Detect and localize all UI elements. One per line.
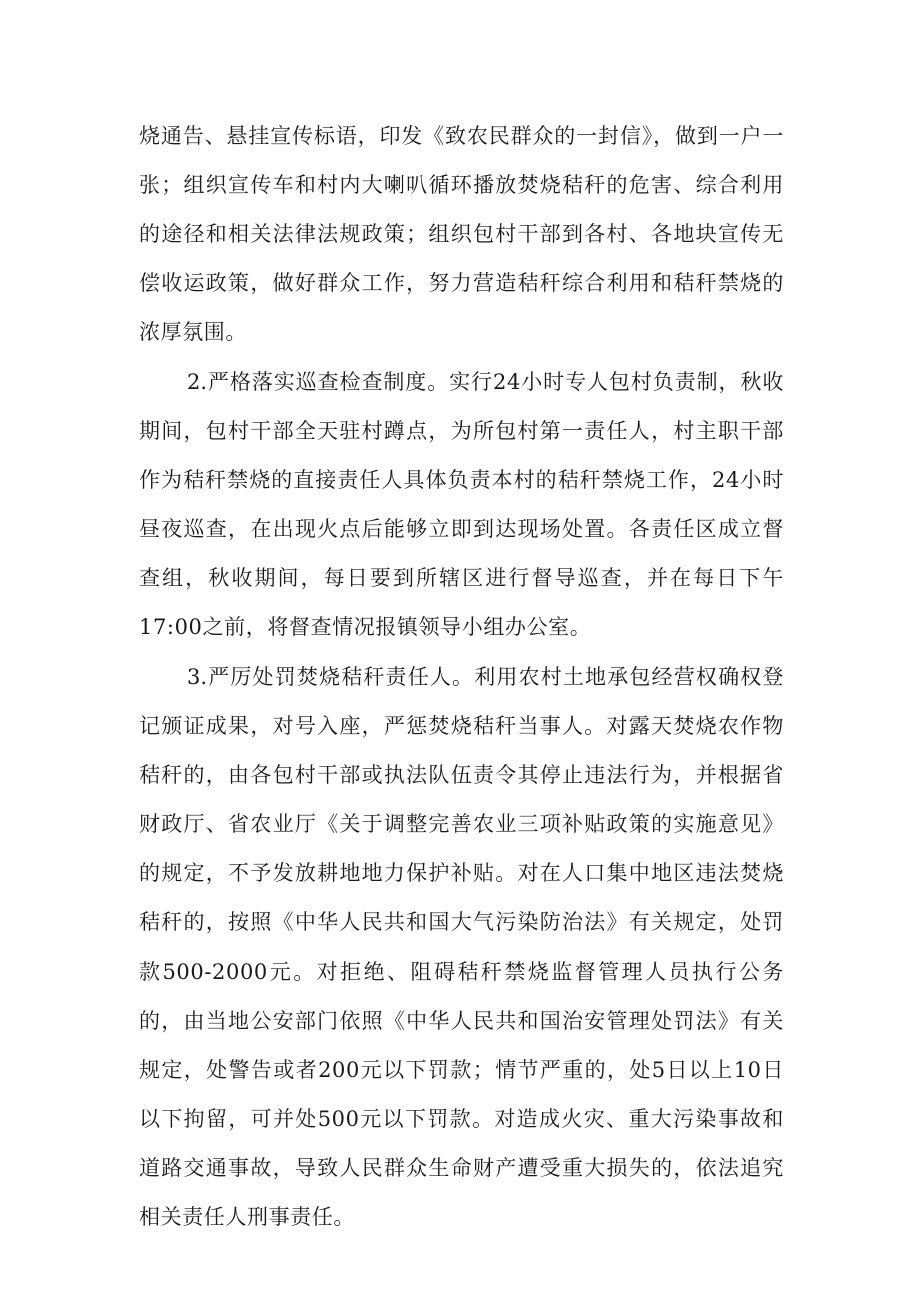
paragraph-1: [139, 112, 784, 357]
paragraph-2-text: .严格落实巡查检查制度。实行24小时专人包村负责制，秋收期间，包村干部全天驻村蹲点，为所包村第一责任人，村主职干部作为秸秆禁烧的直接责任人具体负责本村的秸秆禁烧工作，24小时昼夜巡查，在出现火点后能够立即到达现场处置。各责任区成立督查组，秋收期间，每日要到所辖区进行督导巡查，并在每日下午17:00之前，将督查情况报镇领导小组办公室。: [139, 370, 784, 640]
paragraph-3-text: .严厉处罚焚烧秸秆责任人。利用农村土地承包经营权确权登记颁证成果，对号入座，严惩焚烧秸秆当事人。对露天焚烧农作物秸秆的，由各包村干部或执法队伍责令其停止违法行为，并根据省财政厅、省农业厅《关于调整完善农业三项补贴政策的实施意见》的规定，不予发放耕地地力保护补贴。对在人口集中地区违法焚烧秸秆的，按照《中华人民共和国大气污染防治法》有关规定，处罚款500-2000元。对拒绝、阻碍秸秆禁烧监督管理人员执行公务的，由当地公安部门依照《中华人民共和国治安管理处罚法》有关规定，处警告或者200元以下罚款；情节严重的，处5日以上10日以下拘留，可并处500元以下罚款。对造成火灾、重大污染事故和道路交通事故，导致人民群众生命财产遭受重大损失的，依法追究相关责任人刑事责任。: [139, 665, 784, 1230]
paragraph-1-text: 烧通告、悬挂宣传标语，印发《致农民群众的一封信》，做到一户一张；组织宣传车和村内大喇叭循环播放焚烧秸秆的危害、综合利用的途径和相关法律法规政策；组织包村干部到各村、各地块宣传无偿收运政策，做好群众工作，努力营造秸秆综合利用和秸秆禁烧的浓厚氛围。: [139, 124, 784, 345]
paragraph-2-number: 2: [187, 370, 201, 394]
paragraph-2: [139, 358, 784, 653]
paragraph-3: [139, 653, 784, 1242]
paragraph-3-number: 3: [187, 665, 201, 689]
